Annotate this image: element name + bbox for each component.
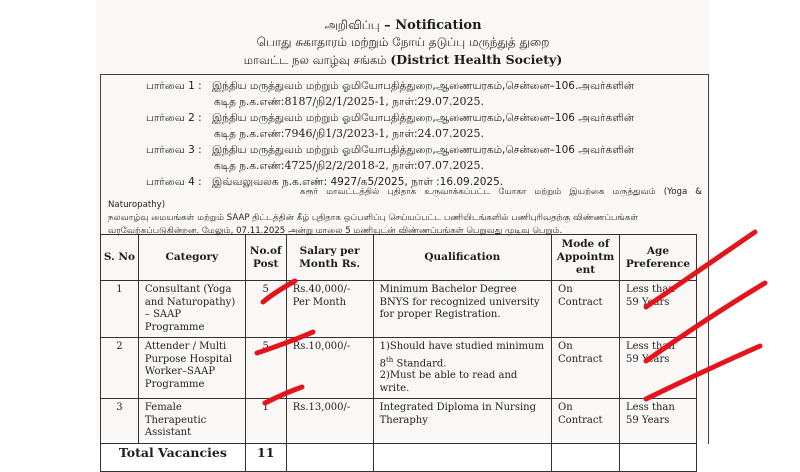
- cell-age: Less than 59 Years: [619, 281, 696, 338]
- col-posts: No.of Post: [245, 235, 286, 281]
- paragraph-line-3: வரவேற்கப்படுகின்றன. மேலும், 07.11.2025 அன்று மாலை 5 மணியுடன் விண்ணப்பங்கள் பெறுவது முடிவு பெறும்.: [108, 226, 563, 236]
- paragraph-text: கரூர் மாவட்டத்தில் புதிதாக உருவாக்கப்பட்ட யோகா மற்றும் இயற்கை மருத்துவம் (Yoga & Naturopathy): [108, 187, 702, 210]
- society-name: [96, 51, 710, 69]
- reference-text: இவ்வலுவலக ந.க.எண்: 4927/க5/2025, நாள் :16.09.2025.: [212, 176, 504, 188]
- table-header-row: [101, 235, 697, 281]
- notice-paragraph: [108, 186, 702, 238]
- cell-empty: [619, 443, 696, 471]
- letter-date: 24.07.2025.: [417, 127, 484, 140]
- cell-salary: Rs.10,000/-: [286, 338, 373, 399]
- cell-posts: 5: [245, 338, 286, 399]
- table-row: [101, 281, 697, 338]
- reference-letter-no: [146, 158, 706, 174]
- reference-list: [146, 78, 706, 190]
- cell-empty: [286, 443, 373, 471]
- paragraph-line-2: நலவாழ்வு மையங்கள் மற்றும் SAAP திட்டத்தின் கீழ் புதிதாக ஒப்பளிப்பு செய்யப்பட்ட பணியிடங்களில் பணிபுரிவதற்கு விண்ணப்பங்கள்: [108, 213, 639, 223]
- vacancy-table: [100, 234, 697, 472]
- col-salary: Salary per Month Rs.: [286, 235, 373, 281]
- notice-title: [96, 17, 710, 34]
- department-name: பொது சுகாதாரம் மற்றும் நோய் தடுப்பு மருந்துத் துறை: [256, 35, 550, 49]
- total-row: [101, 443, 697, 471]
- cell-category: Attender / Multi Purpose Hospital Worker–SAAP Programme: [138, 338, 245, 399]
- date-label: நாள்:: [388, 160, 418, 172]
- reference-letter-no: [146, 126, 706, 142]
- reference-item: [146, 78, 706, 110]
- reference-item: [146, 110, 706, 142]
- title-separator: –: [379, 18, 396, 33]
- letter-prefix: கடித ந.க.எண்:: [214, 160, 285, 172]
- col-mode: Mode of Appointm ent: [552, 235, 620, 281]
- cell-age: Less than 59 Years: [619, 399, 696, 444]
- col-qualification: Qualification: [373, 235, 551, 281]
- cell-category: Female Therapeutic Assistant: [138, 399, 245, 444]
- cell-sno: 2: [101, 338, 139, 399]
- table-row: [101, 399, 697, 444]
- cell-salary: Rs.13,000/-: [286, 399, 373, 444]
- col-sno: S. No: [101, 235, 139, 281]
- title-english: Notification: [395, 18, 482, 33]
- reference-label: பார்வை 1 :: [146, 80, 202, 92]
- cell-qualification: Minimum Bachelor Degree BNYS for recognized university for proper Registration.: [373, 281, 551, 338]
- letter-number: 8187/நி2/1/2025-1,: [284, 95, 389, 108]
- cell-empty: [373, 443, 551, 471]
- paragraph-line-1: [108, 186, 702, 212]
- reference-label: பார்வை 4 :: [146, 176, 202, 188]
- cell-category: Consultant (Yoga and Naturopathy) – SAAP Programme: [138, 281, 245, 338]
- cell-salary: Rs.40,000/- Per Month: [286, 281, 373, 338]
- col-category: Category: [138, 235, 245, 281]
- reference-text: இந்திய மருத்துவம் மற்றும் ஓமியோபதித்துறை,ஆணையரகம்,சென்னை–106.அவர்களின்: [212, 80, 635, 92]
- cell-posts: 5: [245, 281, 286, 338]
- letter-date: 29.07.2025.: [417, 95, 484, 108]
- letter-number: 7946/நி1/3/2023-1,: [284, 127, 389, 140]
- cell-qualification: [373, 338, 551, 399]
- cell-sno: 1: [101, 281, 139, 338]
- cell-posts: 1: [245, 399, 286, 444]
- cell-mode: On Contract: [552, 399, 620, 444]
- reference-label: பார்வை 3 :: [146, 144, 202, 156]
- total-label: Total Vacancies: [101, 443, 246, 471]
- table-row: [101, 338, 697, 399]
- cell-age: Less than 59 Years: [619, 338, 696, 399]
- superscript: th: [385, 355, 394, 364]
- society-english: (District Health Society): [390, 52, 563, 67]
- cell-empty: [552, 443, 620, 471]
- notice-header: [96, 17, 710, 69]
- date-label: நாள்:: [388, 128, 418, 140]
- title-tamil: அறிவிப்பு: [324, 18, 380, 32]
- letter-prefix: கடித ந.க.எண்:: [214, 96, 285, 108]
- qualification-line: 2)Must be able to read and write.: [379, 370, 518, 394]
- reference-text: இந்திய மருத்துவம் மற்றும் ஓமியோபதித்துறை,ஆணையரகம்,சென்னை–106 அவர்களின்: [212, 144, 635, 156]
- col-age: Age Preference: [619, 235, 696, 281]
- reference-letter-no: [146, 94, 706, 110]
- reference-label: பார்வை 2 :: [146, 112, 202, 124]
- society-tamil: மாவட்ட நல வாழ்வு சங்கம்: [243, 53, 387, 67]
- reference-text: இந்திய மருத்துவம் மற்றும் ஓமியோபதித்துறை,ஆணையரகம்,சென்னை–106 அவர்களின்: [212, 112, 635, 124]
- cell-qualification: Integrated Diploma in Nursing Theraphy: [373, 399, 551, 444]
- cell-mode: On Contract: [552, 281, 620, 338]
- letter-number: 4725/நி2/2/2018-2,: [284, 159, 389, 172]
- cell-sno: 3: [101, 399, 139, 444]
- qualification-line: Standard.: [393, 357, 447, 369]
- reference-item: [146, 142, 706, 174]
- letter-date: 07.07.2025.: [417, 159, 484, 172]
- total-value: 11: [245, 443, 286, 471]
- letter-prefix: கடித ந.க.எண்:: [214, 128, 285, 140]
- qualification-line: 1)Should have studied minimum 8: [379, 341, 544, 369]
- cell-mode: On Contract: [552, 338, 620, 399]
- date-label: நாள்:: [388, 96, 418, 108]
